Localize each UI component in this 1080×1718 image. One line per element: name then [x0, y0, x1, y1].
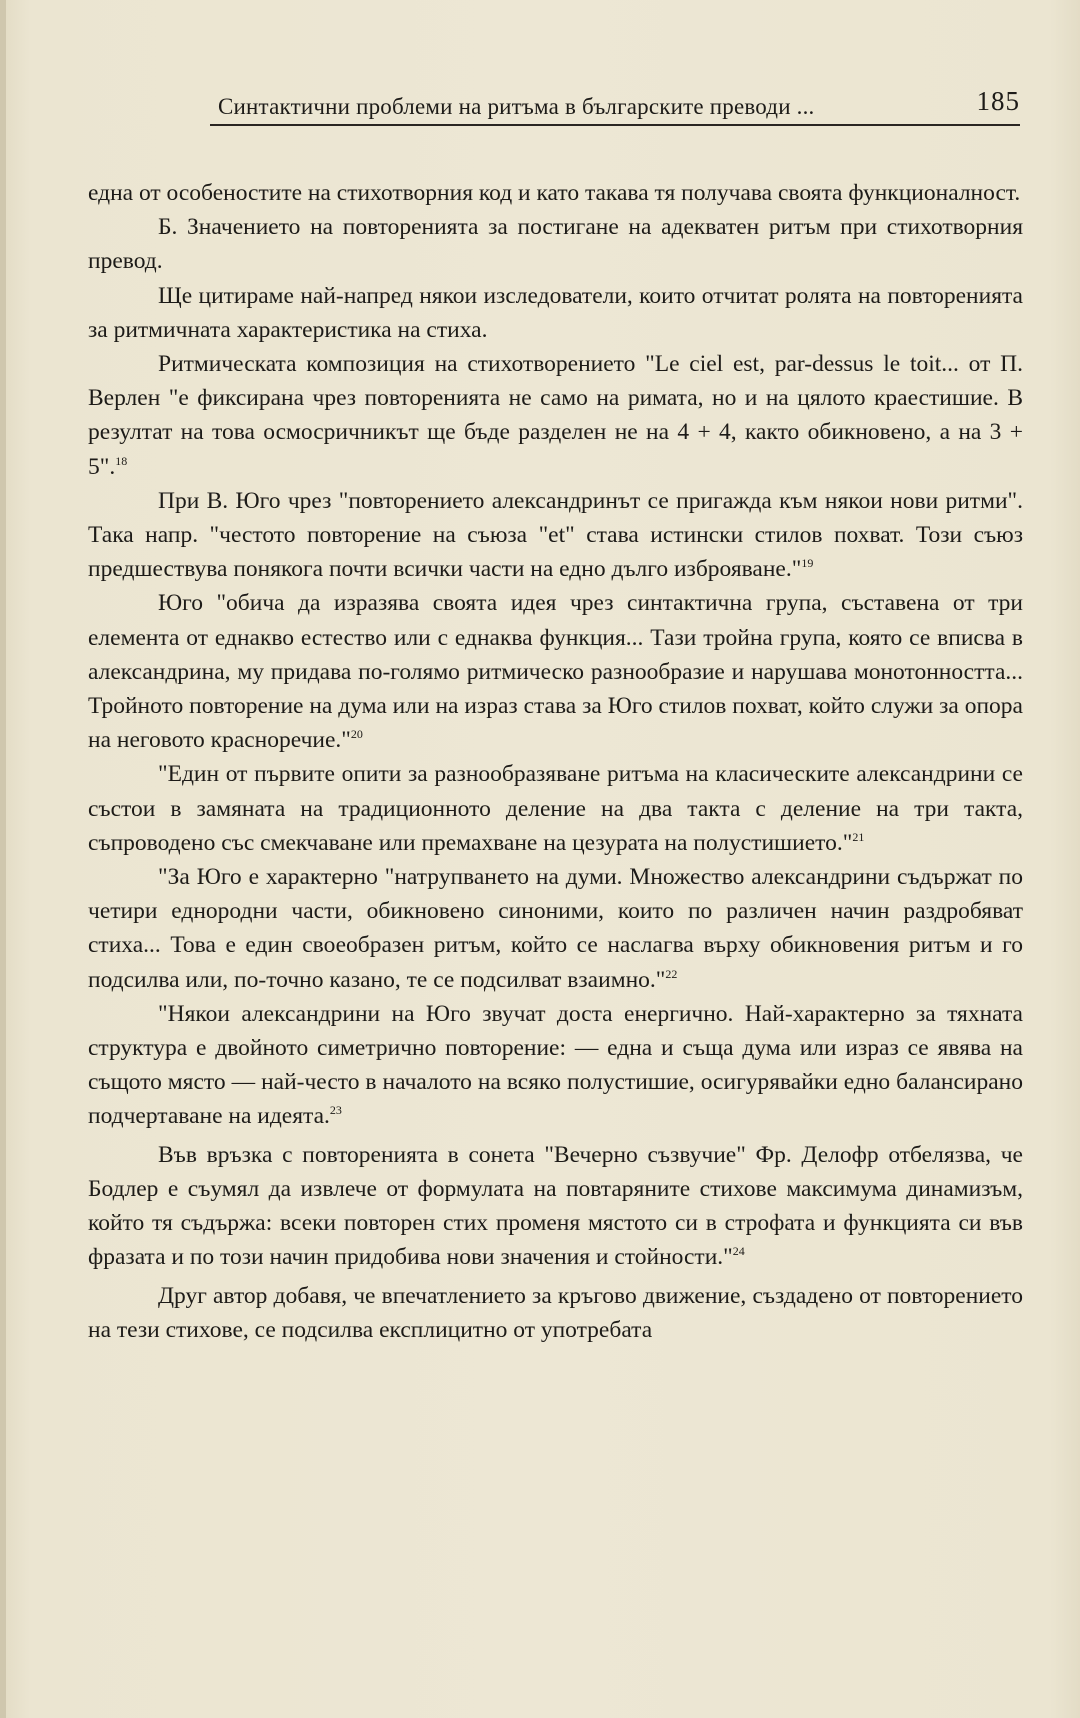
paragraph — [88, 210, 1023, 278]
paragraph-text: Б. Значението на повторенията за постигане на адекватен ритъм при стихотворния превод. — [88, 214, 1023, 275]
footnote-ref: 21 — [852, 830, 865, 845]
paragraph — [88, 860, 1023, 997]
running-title: Синтактични проблеми на ритъма в българските преводи ... — [218, 94, 815, 119]
paragraph-text: "Един от първите опити за разнообразяване ритъма на класическите александрини се състои в замяната на традиционното деление на два такта с деление на три такта, съпроводено със смекчаване или премахване на цезурата на полустишието." — [88, 761, 1023, 856]
running-header — [210, 86, 1020, 126]
footnote-ref: 23 — [329, 1103, 342, 1118]
paragraph — [88, 1138, 1023, 1275]
paragraph-text: "Някои александрини на Юго звучат доста енергично. Най-характерно за тяхната структура е двойното симетрично повторение: — една и съща дума или израз се явява на същото място — най-често в началото на всяко полустишие, осигурявайки едно балансирано подчертаване на идеята. — [88, 1000, 1023, 1130]
paragraph-text: една от особеностите на стихотворния код и като такава тя получава своята функционалност. — [88, 180, 1021, 206]
paragraph-text: Друг автор добавя, че впечатлението за кръгово движение, създадено от повторението на тези стихове, се подсилва експлицитно от употребата — [88, 1282, 1023, 1343]
header-rule — [210, 124, 1020, 126]
paragraph — [88, 347, 1023, 484]
paragraph — [88, 1279, 1023, 1347]
paragraph-text: Във връзка с повторенията в сонета "Вечерно съзвучие" Фр. Делофр отбелязва, че Бодлер е съумял да извлече от формулата на повтаряните стихове максимума динамизъм, който тя съдържа: всеки повторен стих променя мястото си в строфата и функцията си във фразата и по този начин придобива нови значения и стойности." — [88, 1141, 1023, 1271]
page-binding-edge — [0, 0, 6, 1718]
paragraph-text: "За Юго е характерно "натрупването на думи. Множество александрини съдържат по четири еднородни части, обикновено синоними, които по различен начин раздробяват стиха... Това е един своеобразен ритъм, който се наслагва върху обикновения ритъм и го подсилва или, по-точно казано, те се подсилват взаимно." — [88, 864, 1023, 993]
footnote-ref: 19 — [801, 556, 814, 571]
paragraph — [88, 484, 1023, 587]
paragraph-text: Ритмическата композиция на стихотворението "Le ciel est, par-dessus le toit... от П. Верлен "е фиксирана чрез повторенията не само на римата, но и на цялото краестишие. В резултат на това осмосричникът ще бъде разделен не на 4 + 4, както обикновено, а на 3 + 5". — [88, 351, 1023, 480]
paragraph — [88, 586, 1023, 757]
paragraph — [88, 176, 1023, 210]
paragraph-text: При В. Юго чрез "повторението александринът се пригажда към някои нови ритми". Така напр. "честото повторение на съюза "et" става истински стилов похват. Този съюз предшествува понякога почти всички части на едно дълго изброяване." — [88, 487, 1023, 583]
body-text — [88, 176, 1023, 1347]
footnote-ref: 18 — [115, 453, 128, 468]
paragraph — [88, 997, 1023, 1134]
paragraph — [88, 757, 1023, 860]
page-number: 185 — [976, 86, 1020, 116]
footnote-ref: 20 — [350, 727, 363, 742]
footnote-ref: 24 — [732, 1244, 745, 1259]
paragraph-text: Ще цитираме най-напред някои изследователи, които отчитат ролята на повторенията за ритмичната характеристика на стиха. — [88, 282, 1023, 343]
paragraph-text: Юго "обича да изразява своята идея чрез синтактична група, съставена от три елемента от еднакво естество или с еднаква функция... Тази тройна група, която се вписва в александрина, му придава по-голямо ритмическо разнообразие и нарушава монотонността... Тройното повторение на дума или на израз става за Юго стилов похват, който служи за опора на неговото красноречие." — [88, 590, 1023, 754]
footnote-ref: 22 — [665, 966, 678, 981]
paragraph — [88, 279, 1023, 347]
